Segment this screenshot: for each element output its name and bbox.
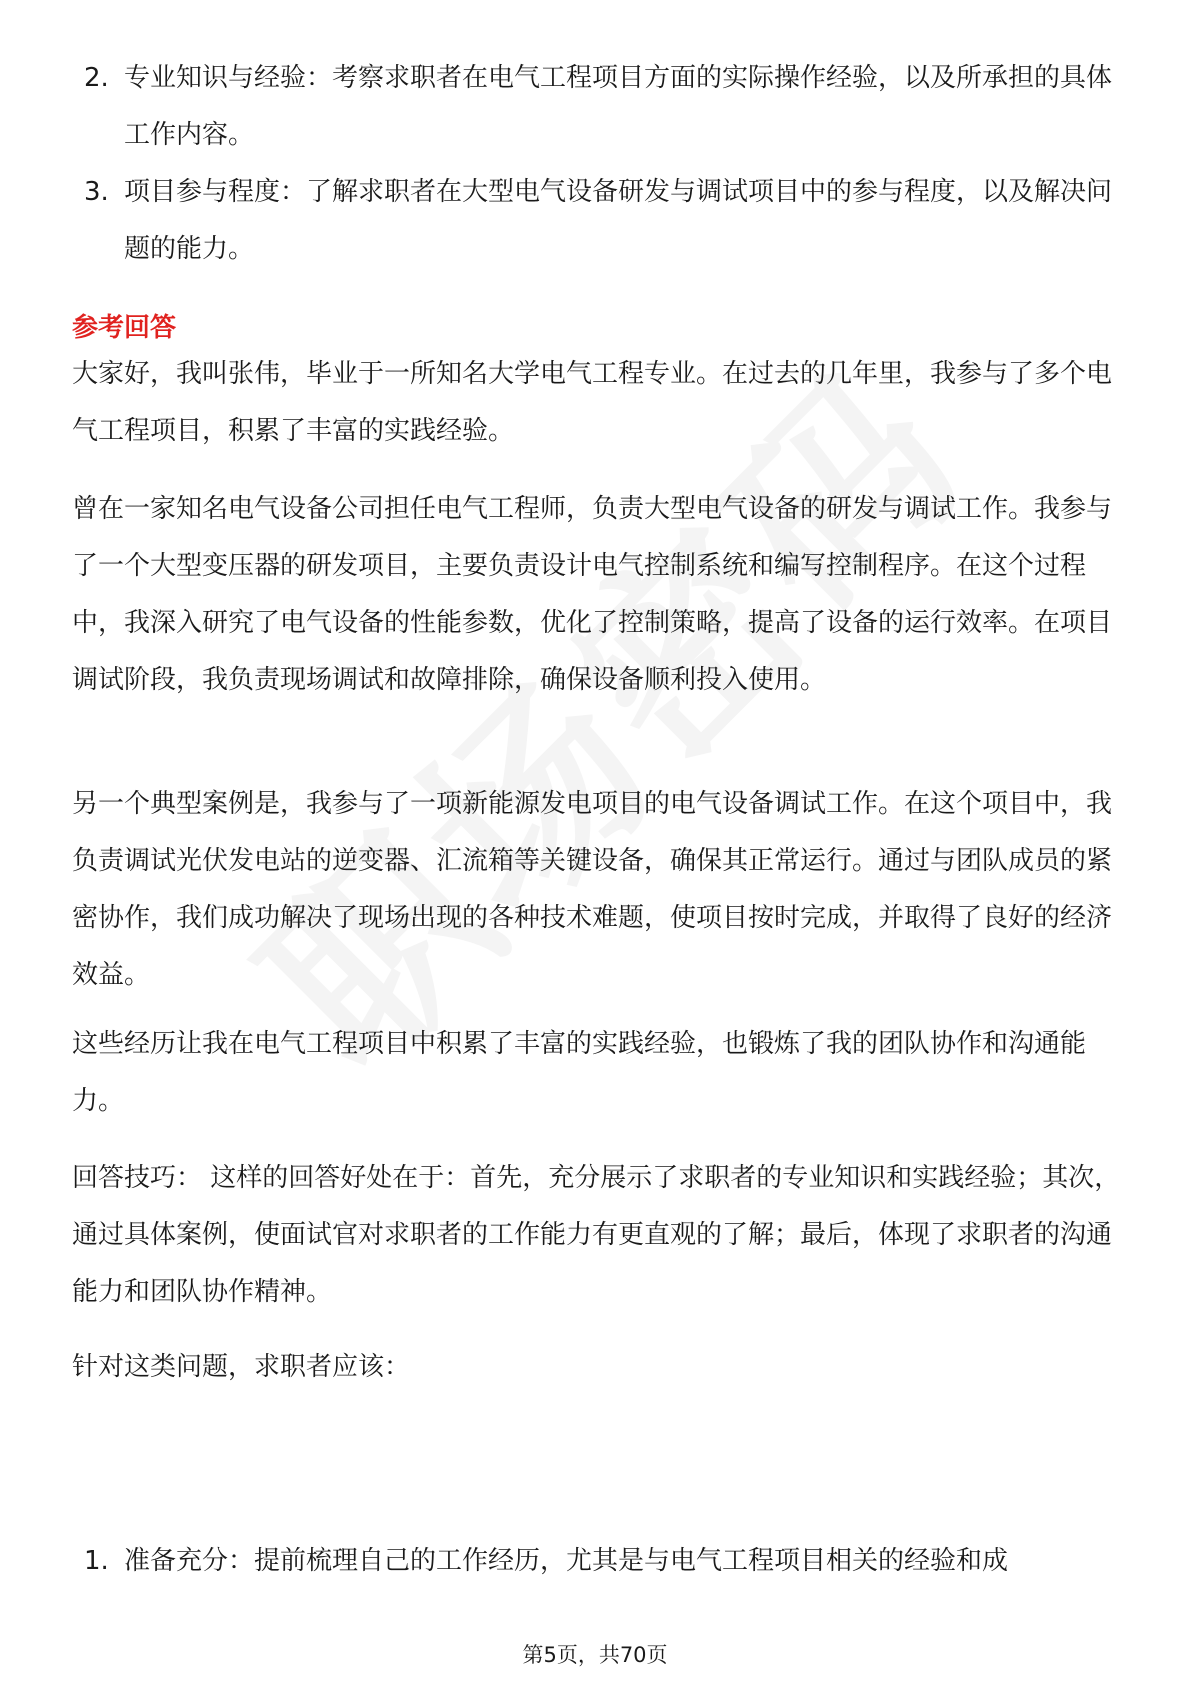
list-item xyxy=(72,164,1122,278)
list-item-text: 项目参与程度：了解求职者在大型电气设备研发与调试项目中的参与程度，以及解决问题的能力。 xyxy=(124,177,1113,264)
criteria-list xyxy=(72,50,1122,278)
list-item xyxy=(72,1533,1122,1590)
paragraph-advice-intro: 针对这类问题，求职者应该： xyxy=(72,1352,411,1382)
list-item xyxy=(72,50,1122,164)
section-heading: 参考回答 xyxy=(72,313,177,343)
paragraph-summary: 这些经历让我在电气工程项目中积累了丰富的实践经验，也锻炼了我的团队协作和沟通能力。 xyxy=(72,1029,1087,1116)
paragraph-intro: 大家好，我叫张伟，毕业于一所知名大学电气工程专业。在过去的几年里，我参与了多个电气工程项目，积累了丰富的实践经验。 xyxy=(72,359,1113,446)
paragraph-experience: 曾在一家知名电气设备公司担任电气工程师，负责大型电气设备的研发与调试工作。我参与了一个大型变压器的研发项目，主要负责设计电气控制系统和编写控制程序。在这个过程中，我深入研究了电气设备的性能参数，优化了控制策略，提高了设备的运行效率。在项目调试阶段，我负责现场调试和故障排除，确保设备顺利投入使用。 xyxy=(72,494,1113,695)
list-item-text: 专业知识与经验：考察求职者在电气工程项目方面的实际操作经验，以及所承担的具体工作内容。 xyxy=(124,63,1113,150)
list-number: 1. xyxy=(84,1546,109,1576)
page-number-footer: 第5页，共70页 xyxy=(522,1643,668,1667)
list-number: 3. xyxy=(84,177,109,207)
paragraph-tips: 回答技巧： 这样的回答好处在于：首先，充分展示了求职者的专业知识和实践经验；其次，通过具体案例，使面试官对求职者的工作能力有更直观的了解；最后，体现了求职者的沟通能力和团队协作精神。 xyxy=(72,1163,1121,1307)
advice-list xyxy=(72,1533,1122,1590)
list-number: 2. xyxy=(84,63,109,93)
paragraph-case: 另一个典型案例是，我参与了一项新能源发电项目的电气设备调试工作。在这个项目中，我负责调试光伏发电站的逆变器、汇流箱等关键设备，确保其正常运行。通过与团队成员的紧密协作，我们成功解决了现场出现的各种技术难题，使项目按时完成，并取得了良好的经济效益。 xyxy=(72,789,1113,990)
list-item-text: 准备充分：提前梳理自己的工作经历，尤其是与电气工程项目相关的经验和成 xyxy=(124,1546,1009,1576)
